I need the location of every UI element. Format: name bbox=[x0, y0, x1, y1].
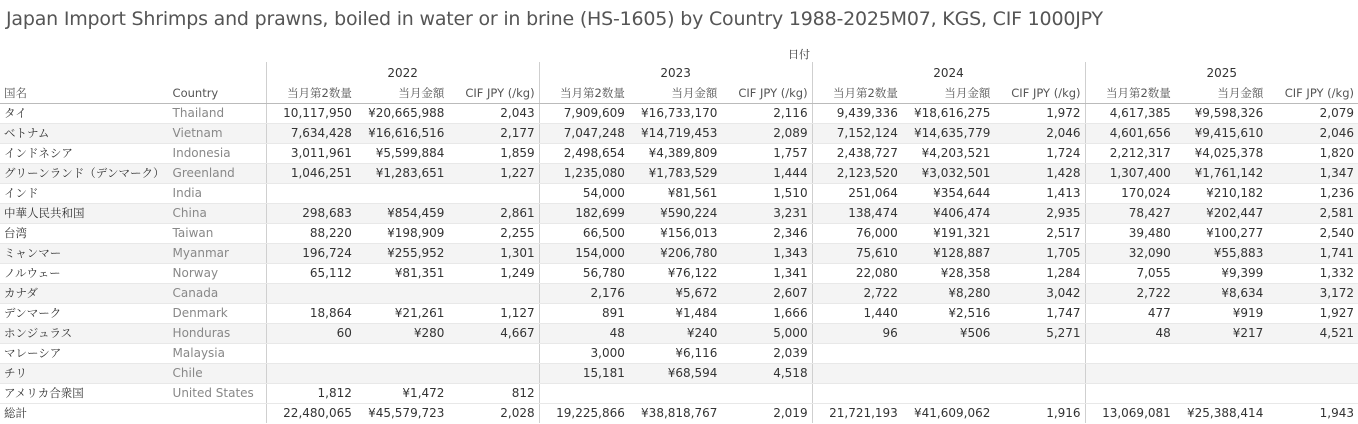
table-row bbox=[0, 244, 1358, 264]
measure-header-row bbox=[0, 84, 1358, 104]
country-name-jp: 中華人民共和国 bbox=[0, 204, 169, 224]
quantity-cell: 22,080 bbox=[812, 264, 902, 284]
quantity-cell: 2,722 bbox=[812, 284, 902, 304]
quantity-cell: 88,220 bbox=[266, 224, 356, 244]
quantity-cell: 60 bbox=[266, 324, 356, 344]
table-row bbox=[0, 304, 1358, 324]
cif-cell: 1,413 bbox=[994, 184, 1085, 204]
corner-blank bbox=[0, 62, 169, 84]
quantity-cell: 2,176 bbox=[539, 284, 629, 304]
amount-cell: ¥9,399 bbox=[1175, 264, 1268, 284]
cif-cell: 1,757 bbox=[721, 144, 812, 164]
table-row bbox=[0, 324, 1358, 344]
country-name-jp: アメリカ合衆国 bbox=[0, 384, 169, 404]
quantity-cell: 48 bbox=[539, 324, 629, 344]
cif-cell: 1,332 bbox=[1267, 264, 1358, 284]
amount-cell: ¥18,616,275 bbox=[902, 104, 995, 124]
quantity-cell: 2,498,654 bbox=[539, 144, 629, 164]
cif-cell: 4,667 bbox=[448, 324, 539, 344]
quantity-cell: 1,235,080 bbox=[539, 164, 629, 184]
cif-cell: 1,236 bbox=[1267, 184, 1358, 204]
country-name-en: Malaysia bbox=[169, 344, 267, 364]
country-name-jp: 台湾 bbox=[0, 224, 169, 244]
amount-cell: ¥590,224 bbox=[629, 204, 722, 224]
cif-cell bbox=[994, 384, 1085, 404]
quantity-cell: 65,112 bbox=[266, 264, 356, 284]
cif-cell bbox=[994, 364, 1085, 384]
amount-cell: ¥191,321 bbox=[902, 224, 995, 244]
quantity-cell: 1,812 bbox=[266, 384, 356, 404]
quantity-cell: 1,307,400 bbox=[1085, 164, 1175, 184]
country-name-jp: インド bbox=[0, 184, 169, 204]
row-header-en: Country bbox=[169, 84, 267, 104]
amount-cell: ¥6,116 bbox=[629, 344, 722, 364]
amount-cell: ¥210,182 bbox=[1175, 184, 1268, 204]
cif-cell: 1,444 bbox=[721, 164, 812, 184]
quantity-cell: 251,064 bbox=[812, 184, 902, 204]
cif-cell bbox=[1267, 364, 1358, 384]
amount-cell: ¥9,598,326 bbox=[1175, 104, 1268, 124]
amount-cell bbox=[356, 344, 449, 364]
quantity-cell: 477 bbox=[1085, 304, 1175, 324]
quantity-cell: 56,780 bbox=[539, 264, 629, 284]
cif-cell bbox=[448, 364, 539, 384]
amount-cell: ¥4,025,378 bbox=[1175, 144, 1268, 164]
table-row bbox=[0, 384, 1358, 404]
table-row bbox=[0, 284, 1358, 304]
country-name-jp: ミャンマー bbox=[0, 244, 169, 264]
amount-cell: ¥128,887 bbox=[902, 244, 995, 264]
amount-cell: ¥255,952 bbox=[356, 244, 449, 264]
country-name-en: Myanmar bbox=[169, 244, 267, 264]
quantity-cell: 298,683 bbox=[266, 204, 356, 224]
country-name-jp: マレーシア bbox=[0, 344, 169, 364]
cif-cell: 1,428 bbox=[994, 164, 1085, 184]
cif-cell: 1,666 bbox=[721, 304, 812, 324]
corner-blank bbox=[169, 62, 267, 84]
country-name-en: Indonesia bbox=[169, 144, 267, 164]
quantity-cell: 3,011,961 bbox=[266, 144, 356, 164]
country-name-jp: カナダ bbox=[0, 284, 169, 304]
quantity-cell: 2,212,317 bbox=[1085, 144, 1175, 164]
cif-cell: 2,177 bbox=[448, 124, 539, 144]
amount-cell: ¥16,733,170 bbox=[629, 104, 722, 124]
amount-cell: ¥9,415,610 bbox=[1175, 124, 1268, 144]
amount-cell: ¥240 bbox=[629, 324, 722, 344]
quantity-cell: 4,617,385 bbox=[1085, 104, 1175, 124]
amount-cell: ¥68,594 bbox=[629, 364, 722, 384]
cif-cell: 2,517 bbox=[994, 224, 1085, 244]
cif-cell: 1,341 bbox=[721, 264, 812, 284]
quantity-cell: 2,722 bbox=[1085, 284, 1175, 304]
measure-header: CIF JPY (/kg) bbox=[994, 84, 1085, 104]
quantity-cell: 19,225,866 bbox=[539, 404, 629, 424]
cif-cell: 2,019 bbox=[721, 404, 812, 424]
measure-header: 当月第2数量 bbox=[266, 84, 356, 104]
amount-cell bbox=[902, 364, 995, 384]
cif-cell: 2,043 bbox=[448, 104, 539, 124]
dimension-label: 日付 bbox=[788, 48, 810, 61]
quantity-cell bbox=[1085, 364, 1175, 384]
table-row bbox=[0, 164, 1358, 184]
amount-cell bbox=[902, 384, 995, 404]
amount-cell: ¥1,283,651 bbox=[356, 164, 449, 184]
cif-cell: 3,172 bbox=[1267, 284, 1358, 304]
quantity-cell: 2,438,727 bbox=[812, 144, 902, 164]
quantity-cell bbox=[539, 384, 629, 404]
country-name-en: Greenland bbox=[169, 164, 267, 184]
table-row bbox=[0, 364, 1358, 384]
total-row bbox=[0, 404, 1358, 424]
measure-header: 当月金額 bbox=[629, 84, 722, 104]
quantity-cell bbox=[1085, 344, 1175, 364]
amount-cell bbox=[356, 284, 449, 304]
cif-cell: 4,521 bbox=[1267, 324, 1358, 344]
quantity-cell: 9,439,336 bbox=[812, 104, 902, 124]
quantity-cell: 32,090 bbox=[1085, 244, 1175, 264]
quantity-cell bbox=[1085, 384, 1175, 404]
amount-cell: ¥28,358 bbox=[902, 264, 995, 284]
country-name-jp: 総計 bbox=[0, 404, 169, 424]
cif-cell: 2,540 bbox=[1267, 224, 1358, 244]
quantity-cell bbox=[266, 284, 356, 304]
cif-cell: 1,510 bbox=[721, 184, 812, 204]
amount-cell: ¥1,484 bbox=[629, 304, 722, 324]
amount-cell: ¥81,351 bbox=[356, 264, 449, 284]
cif-cell: 1,227 bbox=[448, 164, 539, 184]
cif-cell: 1,301 bbox=[448, 244, 539, 264]
quantity-cell: 138,474 bbox=[812, 204, 902, 224]
quantity-cell: 891 bbox=[539, 304, 629, 324]
quantity-cell: 22,480,065 bbox=[266, 404, 356, 424]
cif-cell: 2,255 bbox=[448, 224, 539, 244]
cif-cell: 2,079 bbox=[1267, 104, 1358, 124]
amount-cell bbox=[629, 384, 722, 404]
quantity-cell: 4,601,656 bbox=[1085, 124, 1175, 144]
quantity-cell: 3,000 bbox=[539, 344, 629, 364]
cif-cell bbox=[1267, 384, 1358, 404]
amount-cell: ¥202,447 bbox=[1175, 204, 1268, 224]
country-name-en: Thailand bbox=[169, 104, 267, 124]
country-name-jp: ノルウェー bbox=[0, 264, 169, 284]
country-name-en: Taiwan bbox=[169, 224, 267, 244]
amount-cell: ¥4,203,521 bbox=[902, 144, 995, 164]
country-name-jp: デンマーク bbox=[0, 304, 169, 324]
cif-cell: 1,127 bbox=[448, 304, 539, 324]
quantity-cell: 10,117,950 bbox=[266, 104, 356, 124]
cif-cell: 2,046 bbox=[994, 124, 1085, 144]
quantity-cell bbox=[266, 344, 356, 364]
cif-cell: 1,705 bbox=[994, 244, 1085, 264]
country-name-en: India bbox=[169, 184, 267, 204]
quantity-cell: 18,864 bbox=[266, 304, 356, 324]
cif-cell bbox=[994, 344, 1085, 364]
country-name-en: Vietnam bbox=[169, 124, 267, 144]
country-name-jp: グリーンランド（デンマーク） bbox=[0, 164, 169, 184]
measure-header: CIF JPY (/kg) bbox=[721, 84, 812, 104]
amount-cell: ¥55,883 bbox=[1175, 244, 1268, 264]
amount-cell bbox=[902, 344, 995, 364]
amount-cell: ¥854,459 bbox=[356, 204, 449, 224]
cif-cell: 1,916 bbox=[994, 404, 1085, 424]
quantity-cell bbox=[812, 364, 902, 384]
quantity-cell bbox=[812, 384, 902, 404]
quantity-cell: 7,909,609 bbox=[539, 104, 629, 124]
country-name-jp: タイ bbox=[0, 104, 169, 124]
country-name-en: Honduras bbox=[169, 324, 267, 344]
amount-cell: ¥8,634 bbox=[1175, 284, 1268, 304]
country-name-en: Chile bbox=[169, 364, 267, 384]
amount-cell: ¥280 bbox=[356, 324, 449, 344]
quantity-cell: 170,024 bbox=[1085, 184, 1175, 204]
country-name-en: Denmark bbox=[169, 304, 267, 324]
row-header-jp: 国名 bbox=[0, 84, 169, 104]
year-header-row bbox=[0, 62, 1358, 84]
cif-cell: 1,859 bbox=[448, 144, 539, 164]
table-row bbox=[0, 264, 1358, 284]
amount-cell: ¥16,616,516 bbox=[356, 124, 449, 144]
measure-header: 当月第2数量 bbox=[539, 84, 629, 104]
amount-cell: ¥41,609,062 bbox=[902, 404, 995, 424]
cif-cell: 2,861 bbox=[448, 204, 539, 224]
country-name-jp: ホンジュラス bbox=[0, 324, 169, 344]
measure-header: CIF JPY (/kg) bbox=[448, 84, 539, 104]
cif-cell: 1,820 bbox=[1267, 144, 1358, 164]
quantity-cell: 7,055 bbox=[1085, 264, 1175, 284]
amount-cell bbox=[1175, 364, 1268, 384]
amount-cell: ¥1,783,529 bbox=[629, 164, 722, 184]
cif-cell: 2,039 bbox=[721, 344, 812, 364]
amount-cell: ¥506 bbox=[902, 324, 995, 344]
cif-cell: 1,284 bbox=[994, 264, 1085, 284]
amount-cell: ¥4,389,809 bbox=[629, 144, 722, 164]
cif-cell: 2,028 bbox=[448, 404, 539, 424]
quantity-cell: 182,699 bbox=[539, 204, 629, 224]
cif-cell: 1,249 bbox=[448, 264, 539, 284]
year-header-2024: 2024 bbox=[812, 62, 1085, 84]
amount-cell: ¥919 bbox=[1175, 304, 1268, 324]
cif-cell: 1,943 bbox=[1267, 404, 1358, 424]
amount-cell: ¥38,818,767 bbox=[629, 404, 722, 424]
amount-cell: ¥81,561 bbox=[629, 184, 722, 204]
cif-cell: 2,607 bbox=[721, 284, 812, 304]
cif-cell: 1,343 bbox=[721, 244, 812, 264]
cif-cell: 1,724 bbox=[994, 144, 1085, 164]
chart-title: Japan Import Shrimps and prawns, boiled in water or in brine (HS-1605) by Country 1988-2025M07, KGS, CIF 1000JPY bbox=[6, 8, 1103, 30]
amount-cell: ¥206,780 bbox=[629, 244, 722, 264]
amount-cell: ¥25,388,414 bbox=[1175, 404, 1268, 424]
country-name-en: Canada bbox=[169, 284, 267, 304]
quantity-cell: 154,000 bbox=[539, 244, 629, 264]
amount-cell: ¥100,277 bbox=[1175, 224, 1268, 244]
cif-cell bbox=[448, 344, 539, 364]
amount-cell: ¥156,013 bbox=[629, 224, 722, 244]
cif-cell: 2,089 bbox=[721, 124, 812, 144]
year-header-2022: 2022 bbox=[266, 62, 539, 84]
amount-cell: ¥5,672 bbox=[629, 284, 722, 304]
quantity-cell: 48 bbox=[1085, 324, 1175, 344]
measure-header: 当月金額 bbox=[356, 84, 449, 104]
cif-cell: 2,046 bbox=[1267, 124, 1358, 144]
table-row bbox=[0, 144, 1358, 164]
cif-cell: 2,116 bbox=[721, 104, 812, 124]
table-row bbox=[0, 184, 1358, 204]
measure-header: 当月第2数量 bbox=[812, 84, 902, 104]
measure-header: 当月金額 bbox=[1175, 84, 1268, 104]
cif-cell bbox=[1267, 344, 1358, 364]
cif-cell: 2,935 bbox=[994, 204, 1085, 224]
amount-cell: ¥8,280 bbox=[902, 284, 995, 304]
amount-cell: ¥5,599,884 bbox=[356, 144, 449, 164]
quantity-cell: 196,724 bbox=[266, 244, 356, 264]
measure-header: 当月第2数量 bbox=[1085, 84, 1175, 104]
quantity-cell: 13,069,081 bbox=[1085, 404, 1175, 424]
quantity-cell: 21,721,193 bbox=[812, 404, 902, 424]
cif-cell bbox=[448, 184, 539, 204]
cif-cell: 1,747 bbox=[994, 304, 1085, 324]
cif-cell: 5,000 bbox=[721, 324, 812, 344]
cif-cell bbox=[721, 384, 812, 404]
table-body bbox=[0, 104, 1358, 424]
amount-cell: ¥406,474 bbox=[902, 204, 995, 224]
country-name-en: China bbox=[169, 204, 267, 224]
quantity-cell: 78,427 bbox=[1085, 204, 1175, 224]
amount-cell bbox=[1175, 384, 1268, 404]
measure-header: 当月金額 bbox=[902, 84, 995, 104]
quantity-cell: 15,181 bbox=[539, 364, 629, 384]
quantity-cell: 7,152,124 bbox=[812, 124, 902, 144]
table-row bbox=[0, 224, 1358, 244]
quantity-cell: 75,610 bbox=[812, 244, 902, 264]
country-name-en bbox=[169, 404, 267, 424]
amount-cell: ¥198,909 bbox=[356, 224, 449, 244]
amount-cell: ¥20,665,988 bbox=[356, 104, 449, 124]
quantity-cell: 7,634,428 bbox=[266, 124, 356, 144]
cif-cell: 2,346 bbox=[721, 224, 812, 244]
quantity-cell: 76,000 bbox=[812, 224, 902, 244]
country-name-en: United States bbox=[169, 384, 267, 404]
quantity-cell: 54,000 bbox=[539, 184, 629, 204]
table-row bbox=[0, 344, 1358, 364]
amount-cell: ¥1,761,142 bbox=[1175, 164, 1268, 184]
table-row bbox=[0, 124, 1358, 144]
year-header-2023: 2023 bbox=[539, 62, 812, 84]
cif-cell: 1,741 bbox=[1267, 244, 1358, 264]
measure-header: CIF JPY (/kg) bbox=[1267, 84, 1358, 104]
quantity-cell: 2,123,520 bbox=[812, 164, 902, 184]
cif-cell: 5,271 bbox=[994, 324, 1085, 344]
cif-cell: 812 bbox=[448, 384, 539, 404]
table-row bbox=[0, 204, 1358, 224]
cif-cell: 1,347 bbox=[1267, 164, 1358, 184]
country-name-jp: ベトナム bbox=[0, 124, 169, 144]
amount-cell: ¥14,635,779 bbox=[902, 124, 995, 144]
amount-cell: ¥354,644 bbox=[902, 184, 995, 204]
amount-cell: ¥1,472 bbox=[356, 384, 449, 404]
cif-cell: 3,042 bbox=[994, 284, 1085, 304]
cif-cell: 4,518 bbox=[721, 364, 812, 384]
amount-cell bbox=[356, 364, 449, 384]
amount-cell: ¥14,719,453 bbox=[629, 124, 722, 144]
quantity-cell bbox=[812, 344, 902, 364]
quantity-cell: 96 bbox=[812, 324, 902, 344]
country-name-jp: チリ bbox=[0, 364, 169, 384]
cif-cell: 3,231 bbox=[721, 204, 812, 224]
table-row bbox=[0, 104, 1358, 124]
quantity-cell: 7,047,248 bbox=[539, 124, 629, 144]
quantity-cell: 66,500 bbox=[539, 224, 629, 244]
quantity-cell: 39,480 bbox=[1085, 224, 1175, 244]
amount-cell: ¥2,516 bbox=[902, 304, 995, 324]
country-name-jp: インドネシア bbox=[0, 144, 169, 164]
amount-cell: ¥21,261 bbox=[356, 304, 449, 324]
amount-cell: ¥217 bbox=[1175, 324, 1268, 344]
amount-cell: ¥45,579,723 bbox=[356, 404, 449, 424]
quantity-cell: 1,046,251 bbox=[266, 164, 356, 184]
quantity-cell bbox=[266, 184, 356, 204]
quantity-cell: 1,440 bbox=[812, 304, 902, 324]
country-name-en: Norway bbox=[169, 264, 267, 284]
cif-cell: 1,972 bbox=[994, 104, 1085, 124]
cif-cell: 2,581 bbox=[1267, 204, 1358, 224]
amount-cell: ¥3,032,501 bbox=[902, 164, 995, 184]
quantity-cell bbox=[266, 364, 356, 384]
amount-cell bbox=[1175, 344, 1268, 364]
amount-cell bbox=[356, 184, 449, 204]
cif-cell bbox=[448, 284, 539, 304]
crosstab-table bbox=[0, 62, 1358, 423]
cif-cell: 1,927 bbox=[1267, 304, 1358, 324]
year-header-2025: 2025 bbox=[1085, 62, 1358, 84]
amount-cell: ¥76,122 bbox=[629, 264, 722, 284]
